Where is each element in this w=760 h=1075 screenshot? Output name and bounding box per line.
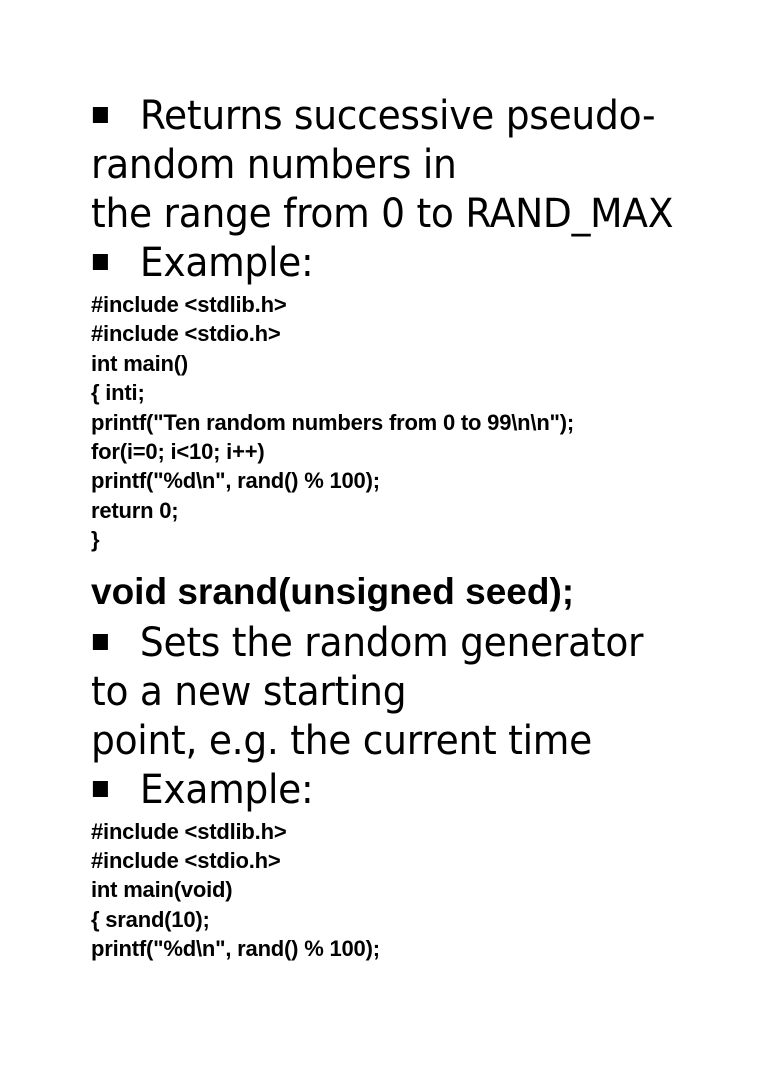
square-bullet-icon <box>93 781 108 797</box>
code-line: int main(void) <box>91 877 233 903</box>
rand-description-line-1 <box>91 92 693 141</box>
code-line: { srand(10); <box>91 906 210 932</box>
srand-description-text-1: Sets the random generator <box>139 619 644 666</box>
code-line: printf("Ten random numbers from 0 to 99\n\n"); <box>91 409 575 435</box>
square-bullet-icon <box>93 254 108 270</box>
srand-description-line-3: point, e.g. the current time <box>91 717 592 764</box>
code-line: #include <stdio.h> <box>91 321 281 347</box>
rand-description-line-2: random numbers in <box>91 142 457 188</box>
code-line: { inti; <box>91 380 145 406</box>
code-line: #include <stdlib.h> <box>91 818 287 844</box>
code-line: return 0; <box>91 497 179 523</box>
rand-description-text-1: Returns successive pseudo- <box>139 93 656 139</box>
code-line: printf("%d\n", rand() % 100); <box>91 936 380 962</box>
example-label-text-2: Example: <box>139 766 314 813</box>
slide-content <box>91 92 731 964</box>
example-label-1 <box>91 239 693 288</box>
rand-description-line-3: the range from 0 to RAND_MAX <box>91 191 674 237</box>
square-bullet-icon <box>93 634 108 650</box>
code-line: printf("%d\n", rand() % 100); <box>91 468 380 494</box>
example-label-text-1: Example: <box>139 240 314 286</box>
code-line: #include <stdlib.h> <box>91 292 287 317</box>
srand-code-example <box>91 817 731 964</box>
rand-code-example <box>91 290 731 555</box>
code-line: int main() <box>91 350 188 376</box>
code-line: #include <stdio.h> <box>91 848 281 874</box>
code-line: for(i=0; i<10; i++) <box>91 439 265 465</box>
example-label-2 <box>91 766 693 815</box>
srand-heading: void srand(unsigned seed); <box>91 570 575 612</box>
square-bullet-icon <box>93 107 108 123</box>
code-line: } <box>91 527 100 553</box>
srand-description-line-2: to a new starting <box>91 668 407 715</box>
srand-description-line-1 <box>91 619 693 668</box>
